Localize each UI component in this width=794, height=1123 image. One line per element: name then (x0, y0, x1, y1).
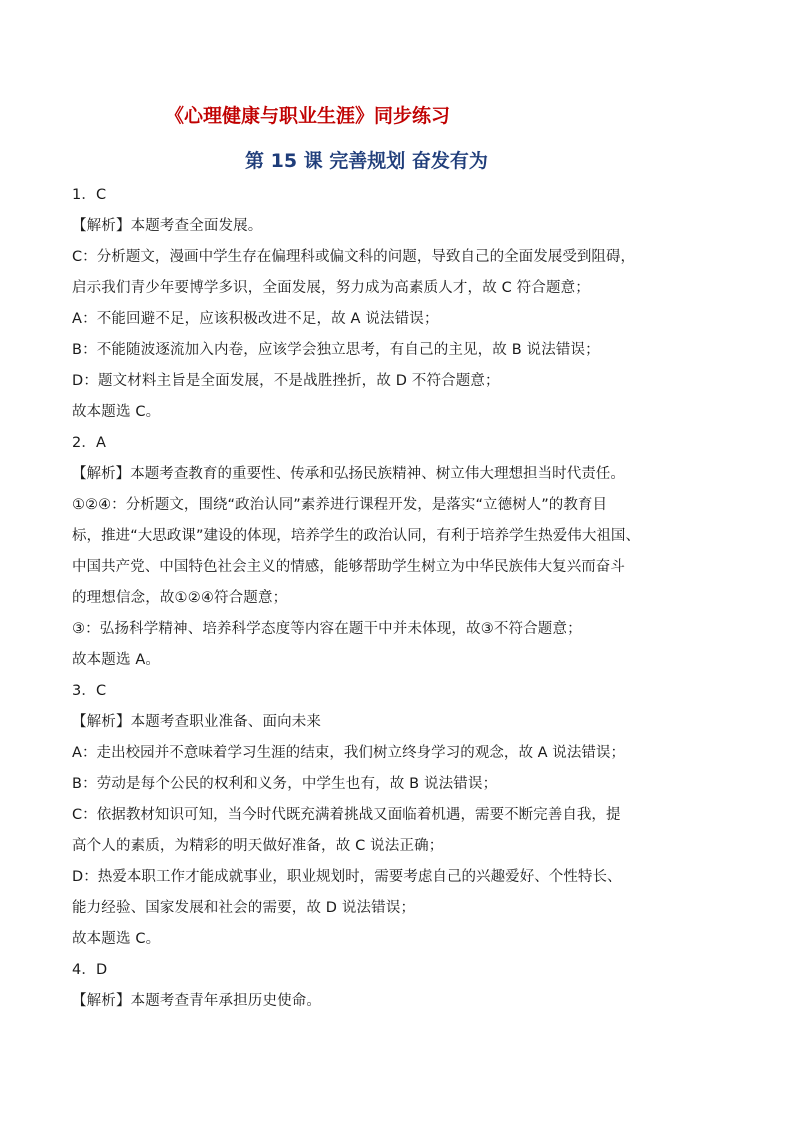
answer-number: 3．C (72, 683, 107, 699)
explanation-line: C：分析题文，漫画中学生存在偏理科或偏文科的问题，导致自己的全面发展受到阻碍， (72, 249, 636, 265)
analysis-line: 【解析】本题考查教育的重要性、传承和弘扬民族精神、树立伟大理想担当时代责任。 (72, 466, 625, 482)
explanation-line: 高个人的素质，为精彩的明天做好准备，故 C 说法正确； (72, 838, 444, 854)
explanation-line: 标，推进“大思政课”建设的体现，培养学生的政治认同，有利于培养学生热爱伟大祖国、 (72, 528, 641, 544)
analysis-line: 【解析】本题考查职业准备、面向未来 (72, 714, 322, 730)
document-subtitle: 第 15 课 完善规划 奋发有为 (245, 150, 488, 172)
conclusion-line: 故本题选 A。 (72, 652, 161, 668)
explanation-line: D：题文材料主旨是全面发展，不是战胜挫折，故 D 不符合题意； (72, 373, 500, 389)
explanation-line: 能力经验、国家发展和社会的需要，故 D 说法错误； (72, 900, 416, 916)
analysis-line: 【解析】本题考查青年承担历史使命。 (72, 993, 322, 1009)
explanation-line: C：依据教材知识可知，当今时代既充满着挑战又面临着机遇，需要不断完善自我，提 (72, 807, 621, 823)
answer-number: 4．D (72, 962, 108, 978)
explanation-line: 启示我们青少年要博学多识，全面发展，努力成为高素质人才，故 C 符合题意； (72, 280, 590, 296)
answer-body (72, 180, 732, 1017)
explanation-line: B：不能随波逐流加入内卷，应该学会独立思考，有自己的主见，故 B 说法错误； (72, 342, 600, 358)
answer-number: 1．C (72, 187, 107, 203)
explanation-line: A：不能回避不足，应该积极改进不足，故 A 说法错误； (72, 311, 439, 327)
explanation-line: 的理想信念，故①②④符合题意； (72, 590, 288, 606)
answer-number: 2．A (72, 435, 107, 451)
conclusion-line: 故本题选 C。 (72, 931, 161, 947)
explanation-line: ①②④：分析题文，围绕“政治认同”素养进行课程开发，是落实“立德树人”的教育目 (72, 497, 607, 513)
explanation-line: A：走出校园并不意味着学习生涯的结束，我们树立终身学习的观念，故 A 说法错误； (72, 745, 626, 761)
explanation-line: ③：弘扬科学精神、培养科学态度等内容在题干中并未体现，故③不符合题意； (72, 621, 582, 637)
explanation-line: B：劳动是每个公民的权利和义务，中学生也有，故 B 说法错误； (72, 776, 498, 792)
explanation-line: D：热爱本职工作才能成就事业，职业规划时，需要考虑自己的兴趣爱好、个性特长、 (72, 869, 622, 885)
conclusion-line: 故本题选 C。 (72, 404, 161, 420)
explanation-line: 中国共产党、中国特色社会主义的情感，能够帮助学生树立为中华民族伟大复兴而奋斗 (72, 559, 625, 575)
document-title: 《心理健康与职业生涯》同步练习 (165, 105, 451, 127)
analysis-line: 【解析】本题考查全面发展。 (72, 218, 263, 234)
